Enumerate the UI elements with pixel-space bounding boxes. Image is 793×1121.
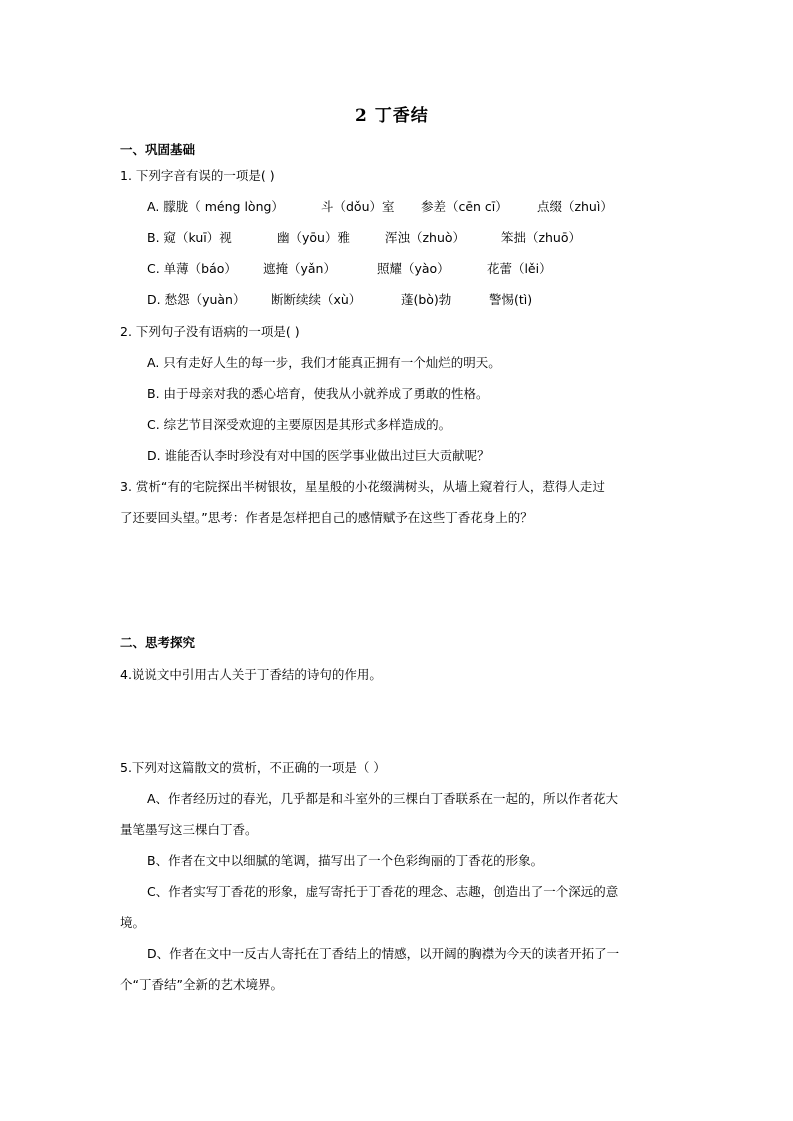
question-5-option-c-line-2: 境。 [120, 915, 146, 930]
question-5-option-a-line-2: 量笔墨写这三棵白丁香。 [120, 822, 258, 837]
option-a-item: 参差（cēn cī） [420, 199, 508, 214]
page-title: 2 丁香结 [355, 106, 429, 126]
question-5-stem: 5.下列对这篇散文的赏析，不正确的一项是（ ） [120, 760, 386, 775]
question-5-option-b: B、作者在文中以细腻的笔调，描写出了一个色彩绚丽的丁香花的形象。 [147, 853, 544, 868]
question-4-stem: 4.说说文中引用古人关于丁香结的诗句的作用。 [120, 667, 382, 682]
question-1-option-b [147, 230, 581, 246]
option-a-item: 斗（dǒu）室 [320, 199, 395, 214]
question-2-stem: 2. 下列句子没有语病的一项是( ) [120, 324, 300, 339]
option-b-item: 浑浊（zhuò） [384, 230, 466, 245]
option-b-item: 笨拙（zhuō） [500, 230, 582, 245]
option-d-item: 蓬(bò)勃 [400, 292, 452, 307]
option-b-item: 幽（yōu）雅 [276, 230, 350, 245]
question-1-option-a [147, 199, 613, 215]
option-c-item: 花蕾（lěi） [486, 261, 552, 276]
option-d-item: D. 愁怨（yuàn） [147, 292, 246, 307]
question-2-option-d: D. 谁能否认李时珍没有对中国的医学事业做出过巨大贡献呢？ [147, 448, 490, 463]
option-b-item: B. 窥（kuī）视 [147, 230, 232, 245]
question-3-line-2: 了还要回头望。”思考：作者是怎样把自己的感情赋予在这些丁香花身上的？ [120, 510, 533, 525]
question-2-option-c: C. 综艺节目深受欢迎的主要原因是其形式多样造成的。 [147, 417, 452, 432]
question-1-option-c [147, 261, 552, 277]
section-heading-inquiry: 二、思考探究 [120, 635, 196, 650]
section-heading-basics: 一、巩固基础 [120, 142, 196, 157]
question-1-stem: 1. 下列字音有误的一项是( ) [120, 168, 275, 183]
option-a-item: A. 朦胧（ méng lòng） [147, 199, 284, 214]
question-5-option-c-line-1: C、作者实写丁香花的形象，虚写寄托于丁香花的理念、志趣，创造出了一个深远的意 [147, 884, 619, 899]
option-d-item: 警惕(tì) [488, 292, 533, 307]
question-2-option-b: B. 由于母亲对我的悉心培育，使我从小就养成了勇敢的性格。 [147, 386, 489, 401]
option-a-item: 点缀（zhuì） [536, 199, 613, 214]
question-3-line-1: 3. 赏析“有的宅院探出半树银妆，星星般的小花缀满树头，从墙上窥着行人，惹得人走过 [120, 479, 605, 494]
option-d-item: 断断续续（xù） [270, 292, 362, 307]
option-c-item: 照耀（yào） [376, 261, 450, 276]
option-c-item: C. 单薄（báo） [147, 261, 237, 276]
option-c-item: 遮掩（yǎn） [262, 261, 336, 276]
question-1-option-d [147, 292, 532, 308]
question-5-option-a-line-1: A、作者经历过的春光，几乎都是和斗室外的三棵白丁香联系在一起的，所以作者花大 [147, 791, 619, 806]
question-5-option-d-line-2: 个“丁香结”全新的艺术境界。 [120, 977, 283, 992]
question-5-option-d-line-1: D、作者在文中一反古人寄托在丁香结上的情感，以开阔的胸襟为今天的读者开拓了一 [147, 946, 620, 961]
question-2-option-a: A. 只有走好人生的每一步，我们才能真正拥有一个灿烂的明天。 [147, 355, 501, 370]
